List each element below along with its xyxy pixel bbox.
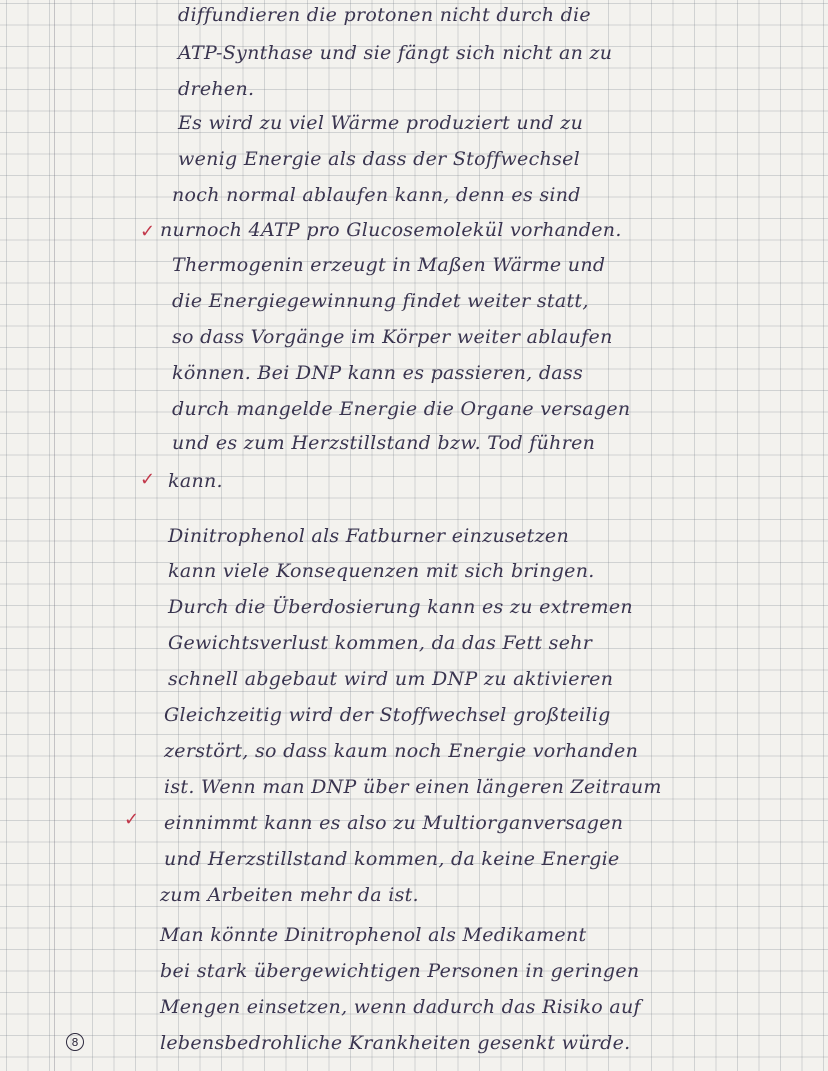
text-line: durch mangelde Energie die Organe versagen bbox=[172, 398, 631, 420]
text-line: noch normal ablaufen kann, denn es sind bbox=[172, 184, 581, 206]
margin-line bbox=[54, 0, 55, 1071]
text-line: Durch die Überdosierung kann es zu extremen bbox=[168, 596, 633, 618]
text-line: bei stark übergewichtigen Personen in geringen bbox=[160, 960, 640, 982]
text-line: Mengen einsetzen, wenn dadurch das Risiko auf bbox=[160, 996, 641, 1018]
check-mark-icon: ✓ bbox=[140, 221, 156, 242]
text-line: einnimmt kann es also zu Multiorganversagen bbox=[164, 812, 624, 834]
text-line: können. Bei DNP kann es passieren, dass bbox=[172, 362, 584, 384]
text-line: schnell abgebaut wird um DNP zu aktivieren bbox=[168, 668, 614, 690]
text-line: Man könnte Dinitrophenol als Medikament bbox=[160, 924, 587, 946]
text-line: zum Arbeiten mehr da ist. bbox=[160, 884, 419, 906]
text-line: so dass Vorgänge im Körper weiter ablaufen bbox=[172, 326, 613, 348]
text-line: Thermogenin erzeugt in Maßen Wärme und bbox=[172, 254, 606, 276]
check-mark-icon: ✓ bbox=[140, 469, 156, 490]
text-line: und es zum Herzstillstand bzw. Tod führen bbox=[172, 432, 596, 454]
text-line: lebensbedrohliche Krankheiten gesenkt würde. bbox=[160, 1032, 631, 1054]
text-line: zerstört, so dass kaum noch Energie vorhanden bbox=[164, 740, 639, 762]
text-line: und Herzstillstand kommen, da keine Energie bbox=[164, 848, 620, 870]
text-line: kann. bbox=[168, 470, 223, 492]
text-line: kann viele Konsequenzen mit sich bringen. bbox=[168, 560, 595, 582]
text-line: ATP-Synthase und sie fängt sich nicht an zu bbox=[178, 42, 613, 64]
text-line: Dinitrophenol als Fatburner einzusetzen bbox=[168, 525, 569, 547]
check-mark-icon: ✓ bbox=[124, 809, 140, 830]
text-line: Es wird zu viel Wärme produziert und zu bbox=[178, 112, 584, 134]
text-line: die Energiegewinnung findet weiter statt, bbox=[172, 290, 589, 312]
text-line: wenig Energie als dass der Stoffwechsel bbox=[178, 148, 581, 170]
text-line: drehen. bbox=[178, 78, 255, 100]
text-line: Gewichtsverlust kommen, da das Fett sehr bbox=[168, 632, 593, 654]
page-number: 8 bbox=[66, 1033, 84, 1051]
text-line: nurnoch 4ATP pro Glucosemolekül vorhanden. bbox=[160, 219, 622, 241]
text-line: diffundieren die protonen nicht durch die bbox=[178, 4, 591, 26]
text-line: ist. Wenn man DNP über einen längeren Zeitraum bbox=[164, 776, 662, 798]
text-line: Gleichzeitig wird der Stoffwechsel großteilig bbox=[164, 704, 611, 726]
